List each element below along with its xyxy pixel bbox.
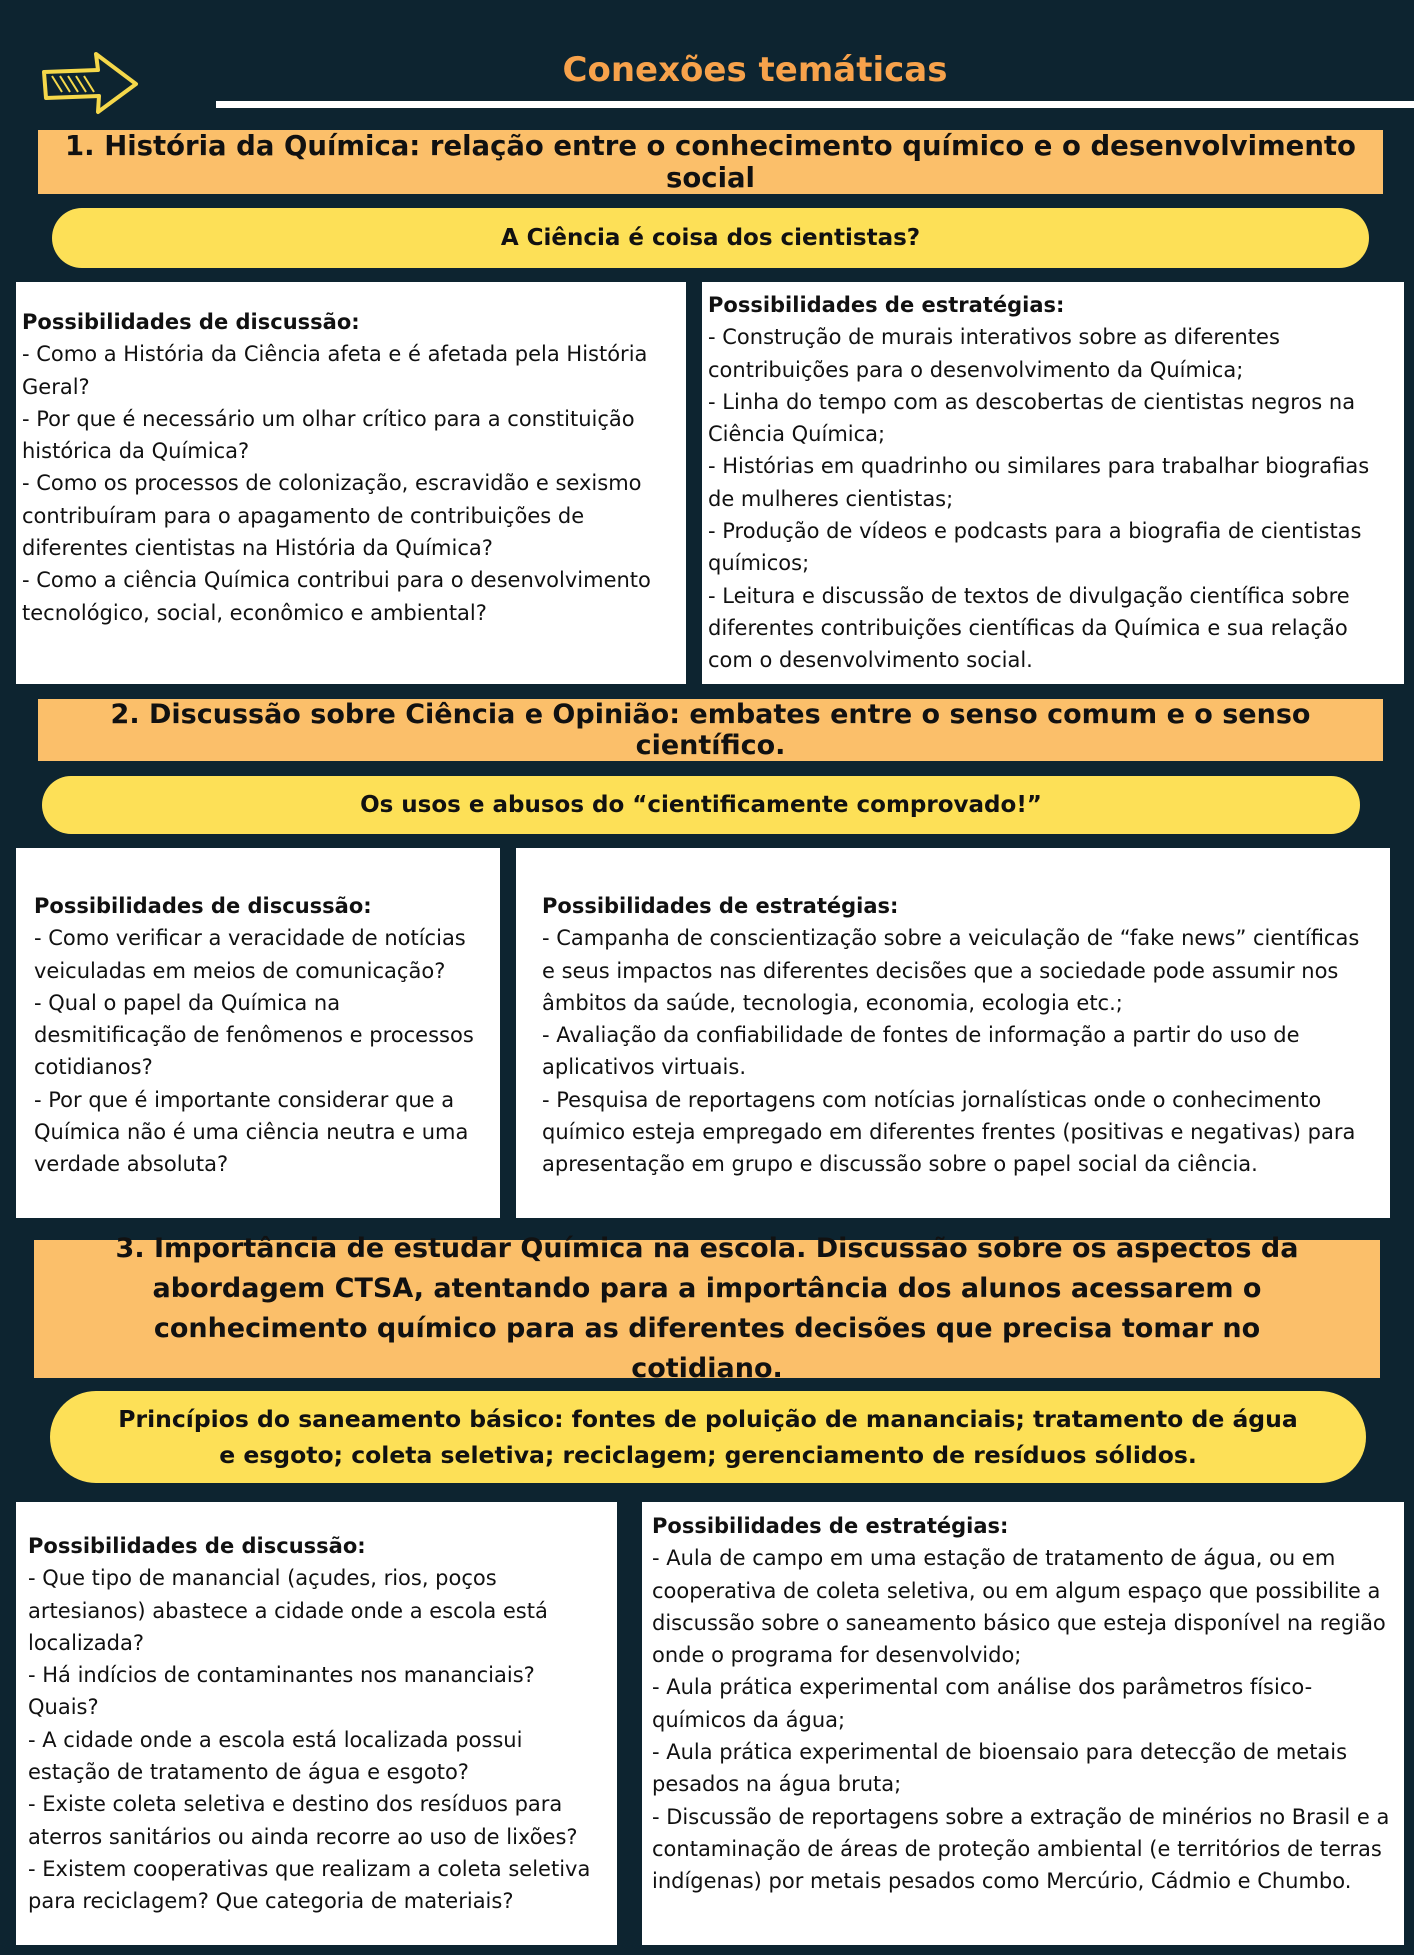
strategies-item: - Discussão de reportagens sobre a extração de minérios no Brasil e a contaminação de áreas de proteção ambiental (e territórios de terras indígenas) por metais pesados como Mercúrio, Cádmio e Chumbo.	[652, 1804, 1390, 1894]
strategies-item: - Produção de vídeos e podcasts para a biografia de cientistas químicos;	[708, 519, 1362, 576]
strategies-label: Possibilidades de estratégias:	[652, 1514, 1009, 1538]
discussion-item: - Que tipo de manancial (açudes, rios, poços artesianos) abastece a cidade onde a escola está localizada?	[28, 1566, 548, 1655]
discussion-item: - Existem cooperativas que realizam a coleta seletiva para reciclagem? Que categoria de materiais?	[28, 1856, 591, 1914]
discussion-label: Possibilidades de discussão:	[22, 310, 360, 334]
strategies-item: - Linha do tempo com as descobertas de cientistas negros na Ciência Química;	[708, 389, 1356, 447]
title-underline	[216, 101, 1414, 108]
discussion-item: - Há indícios de contaminantes nos mananciais? Quais?	[28, 1663, 535, 1720]
discussion-item: - Por que é necessário um olhar crítico para a constituição histórica da Química?	[22, 406, 635, 464]
strategies-label: Possibilidades de estratégias:	[708, 293, 1065, 317]
section-3-question: Princípios do saneamento básico: fontes de poluição de mananciais; tratamento de água e esgoto; coleta seletiva; reciclagem; gerenciamento de resíduos sólidos.	[50, 1391, 1366, 1483]
section-3-strategies-box	[642, 1502, 1404, 1945]
discussion-label: Possibilidades de discussão:	[28, 1534, 366, 1558]
section-2-strategies-box	[516, 848, 1390, 1218]
strategies-item: - Aula prática experimental de bioensaio para detecção de metais pesados na água bruta;	[652, 1740, 1348, 1797]
strategies-label: Possibilidades de estratégias:	[542, 894, 899, 918]
section-2-discussion-box	[16, 848, 500, 1218]
discussion-item: - Por que é importante considerar que a Química não é uma ciência neutra e uma verdade absoluta?	[34, 1087, 469, 1177]
strategies-item: - Aula prática experimental com análise dos parâmetros físico-químicos da água;	[652, 1675, 1313, 1732]
strategies-item: - Aula de campo em uma estação de tratamento de água, ou em cooperativa de coleta seletiva, ou em algum espaço que possibilite a discussão sobre o saneamento básico que esteja disponível na região onde o programa for desenvolvido;	[652, 1546, 1386, 1668]
strategies-item: - Pesquisa de reportagens com notícias jornalísticas onde o conhecimento químico esteja empregado em diferentes frentes (positivas e negativas) para apresentação em grupo e discussão sobre o papel social da ciência.	[542, 1087, 1356, 1177]
strategies-item: - Avaliação da confiabilidade de fontes de informação a partir do uso de aplicativos virtuais.	[542, 1023, 1300, 1080]
discussion-label: Possibilidades de discussão:	[34, 894, 372, 918]
discussion-item: - Como a História da Ciência afeta e é afetada pela História Geral?	[22, 342, 648, 399]
arrow-right-icon	[38, 46, 142, 118]
section-2-question: Os usos e abusos do “cientificamente comprovado!”	[42, 776, 1360, 834]
strategies-item: - Campanha de conscientização sobre a veiculação de “fake news” científicas e seus impactos nas diferentes decisões que a sociedade pode assumir nos âmbitos da saúde, tecnologia, economia, ecologia etc.;	[542, 926, 1360, 1015]
section-1-question: A Ciência é coisa dos cientistas?	[52, 208, 1369, 268]
section-3-heading: 3. Importância de estudar Química na escola. Discussão sobre os aspectos da abordagem CTSA, atentando para a importância dos alunos acessarem o conhecimento químico para as diferentes decisões que precisa tomar no cotidiano.	[34, 1240, 1380, 1378]
discussion-item: - Qual o papel da Química na desmitificação de fenômenos e processos cotidianos?	[34, 990, 474, 1080]
section-3-discussion-box	[16, 1502, 617, 1945]
strategies-item: - Construção de murais interativos sobre as diferentes contribuições para o desenvolvimento da Química;	[708, 325, 1280, 382]
strategies-item: - Histórias em quadrinho ou similares para trabalhar biografias de mulheres cientistas;	[708, 454, 1370, 511]
strategies-item: - Leitura e discussão de textos de divulgação científica sobre diferentes contribuições científicas da Química e sua relação com o desenvolvimento social.	[708, 583, 1350, 673]
discussion-item: - Como verificar a veracidade de notícias veiculadas em meios de comunicação?	[34, 926, 466, 983]
discussion-item: - Como a ciência Química contribui para o desenvolvimento tecnológico, social, econômico e ambiental?	[22, 568, 651, 625]
page-title: Conexões temáticas	[562, 50, 948, 90]
section-1-heading: 1. História da Química: relação entre o conhecimento químico e o desenvolvimento social	[38, 130, 1383, 194]
section-1-strategies-box	[702, 282, 1404, 684]
section-1-discussion-box	[16, 282, 686, 684]
discussion-item: - Existe coleta seletiva e destino dos resíduos para aterros sanitários ou ainda recorre ao uso de lixões?	[28, 1792, 578, 1849]
discussion-item: - A cidade onde a escola está localizada possui estação de tratamento de água e esgoto?	[28, 1727, 523, 1785]
section-2-heading: 2. Discussão sobre Ciência e Opinião: embates entre o senso comum e o senso científico.	[38, 699, 1383, 761]
discussion-item: - Como os processos de colonização, escravidão e sexismo contribuíram para o apagamento de contribuições de diferentes cientistas na História da Química?	[22, 471, 642, 561]
